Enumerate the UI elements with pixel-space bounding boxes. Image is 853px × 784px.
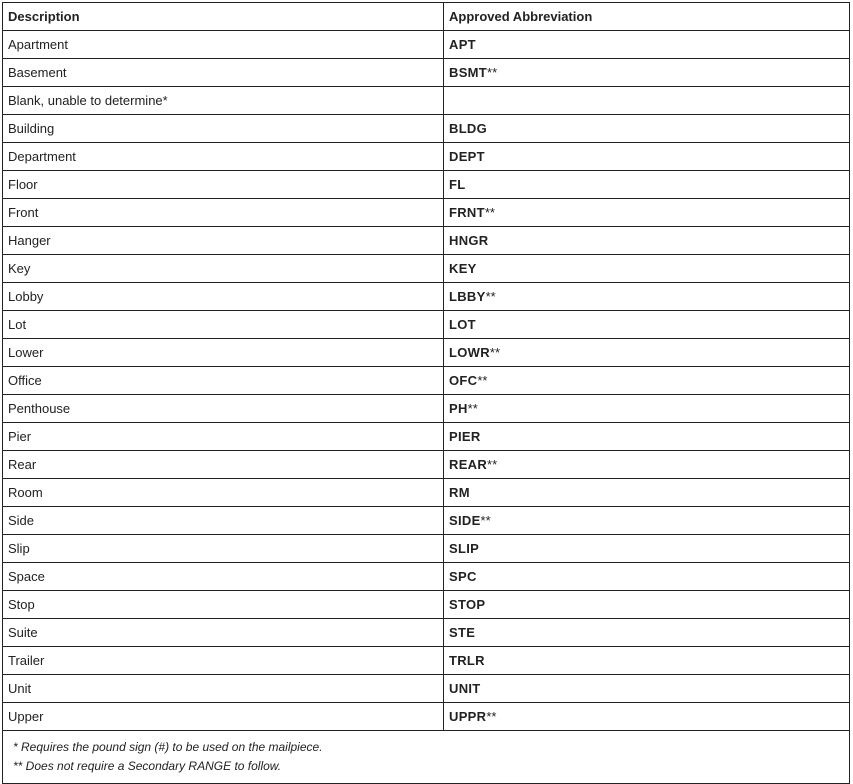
abbreviation-cell xyxy=(444,87,850,115)
abbreviation-cell xyxy=(444,395,850,423)
description-cell: Basement xyxy=(3,59,444,87)
description-cell: Unit xyxy=(3,675,444,703)
abbreviation-cell xyxy=(444,227,850,255)
footnote-marker: ** xyxy=(480,513,491,528)
footnote-marker: ** xyxy=(486,709,497,724)
abbreviation-code: OFC xyxy=(449,373,478,388)
abbreviation-cell xyxy=(444,171,850,199)
table-row xyxy=(3,563,850,591)
abbreviation-code: STE xyxy=(449,625,476,640)
abbreviation-cell xyxy=(444,199,850,227)
abbreviation-cell xyxy=(444,255,850,283)
description-cell: Hanger xyxy=(3,227,444,255)
abbreviation-code: KEY xyxy=(449,261,477,276)
abbreviation-cell xyxy=(444,367,850,395)
table-header-row xyxy=(3,3,850,31)
table-row xyxy=(3,395,850,423)
table-row xyxy=(3,283,850,311)
table-row xyxy=(3,591,850,619)
description-cell: Lot xyxy=(3,311,444,339)
abbreviation-code: LOT xyxy=(449,317,476,332)
table-row xyxy=(3,339,850,367)
table-row xyxy=(3,535,850,563)
abbreviation-cell xyxy=(444,591,850,619)
abbreviation-cell xyxy=(444,507,850,535)
description-cell: Stop xyxy=(3,591,444,619)
description-cell: Suite xyxy=(3,619,444,647)
table-row xyxy=(3,647,850,675)
description-cell: Apartment xyxy=(3,31,444,59)
table-row xyxy=(3,87,850,115)
abbreviation-cell xyxy=(444,535,850,563)
table-row xyxy=(3,115,850,143)
abbreviation-cell xyxy=(444,703,850,731)
description-cell: Key xyxy=(3,255,444,283)
abbreviation-cell xyxy=(444,59,850,87)
abbreviation-code: DEPT xyxy=(449,149,485,164)
description-cell: Floor xyxy=(3,171,444,199)
abbreviation-code: SLIP xyxy=(449,541,480,556)
table-row xyxy=(3,423,850,451)
abbreviation-code: LBBY xyxy=(449,289,486,304)
abbreviation-code: STOP xyxy=(449,597,486,612)
footnote-marker: ** xyxy=(485,289,496,304)
abbreviation-code: UNIT xyxy=(449,681,481,696)
table-row xyxy=(3,675,850,703)
abbreviation-cell xyxy=(444,283,850,311)
abbreviation-cell xyxy=(444,339,850,367)
footnotes-cell xyxy=(3,731,850,784)
footnote-marker: ** xyxy=(467,401,478,416)
abbreviation-cell xyxy=(444,619,850,647)
table-row xyxy=(3,507,850,535)
table-row xyxy=(3,619,850,647)
description-cell: Front xyxy=(3,199,444,227)
abbreviation-code: RM xyxy=(449,485,470,500)
table-row xyxy=(3,199,850,227)
abbreviation-cell xyxy=(444,451,850,479)
description-cell: Lower xyxy=(3,339,444,367)
table-row xyxy=(3,31,850,59)
table-row xyxy=(3,479,850,507)
abbreviation-cell xyxy=(444,115,850,143)
footnote-marker: ** xyxy=(487,457,498,472)
footnote-pound-sign: * Requires the pound sign (#) to be used on the mailpiece. xyxy=(13,740,323,754)
table-row xyxy=(3,367,850,395)
abbreviation-code: FRNT xyxy=(449,205,485,220)
table-row xyxy=(3,143,850,171)
abbreviation-code: BSMT xyxy=(449,65,488,80)
abbreviation-code: FL xyxy=(449,177,466,192)
description-cell: Room xyxy=(3,479,444,507)
abbreviation-cell xyxy=(444,143,850,171)
abbreviation-code: LOWR xyxy=(449,345,490,360)
header-approved-abbreviation: Approved Abbreviation xyxy=(444,3,850,31)
header-description: Description xyxy=(3,3,444,31)
footnote-row xyxy=(3,731,850,784)
description-cell: Lobby xyxy=(3,283,444,311)
description-cell: Office xyxy=(3,367,444,395)
abbreviation-code: APT xyxy=(449,37,476,52)
table-row xyxy=(3,59,850,87)
abbreviation-code: PIER xyxy=(449,429,481,444)
abbreviation-cell xyxy=(444,311,850,339)
description-cell: Upper xyxy=(3,703,444,731)
secondary-unit-abbreviation-table xyxy=(2,2,850,784)
abbreviation-code: PH xyxy=(449,401,468,416)
description-cell: Trailer xyxy=(3,647,444,675)
description-cell: Blank, unable to determine* xyxy=(3,87,444,115)
table-row xyxy=(3,451,850,479)
abbreviation-code: SIDE xyxy=(449,513,481,528)
table-row xyxy=(3,311,850,339)
abbreviation-code: TRLR xyxy=(449,653,485,668)
abbreviation-cell xyxy=(444,31,850,59)
table-body xyxy=(3,31,850,731)
description-cell: Pier xyxy=(3,423,444,451)
description-cell: Penthouse xyxy=(3,395,444,423)
footnote-marker: ** xyxy=(484,205,495,220)
description-cell: Department xyxy=(3,143,444,171)
table-row xyxy=(3,703,850,731)
abbreviation-code: UPPR xyxy=(449,709,487,724)
abbreviation-code: SPC xyxy=(449,569,477,584)
footnote-marker: ** xyxy=(487,65,498,80)
abbreviation-code: HNGR xyxy=(449,233,489,248)
description-cell: Side xyxy=(3,507,444,535)
description-cell: Building xyxy=(3,115,444,143)
abbreviation-cell xyxy=(444,423,850,451)
abbreviation-cell xyxy=(444,647,850,675)
description-cell: Rear xyxy=(3,451,444,479)
abbreviation-code: REAR xyxy=(449,457,488,472)
table-row xyxy=(3,171,850,199)
abbreviation-table-container xyxy=(2,2,850,784)
description-cell: Slip xyxy=(3,535,444,563)
abbreviation-code: BLDG xyxy=(449,121,488,136)
footnote-no-range: ** Does not require a Secondary RANGE to follow. xyxy=(13,759,282,773)
description-cell: Space xyxy=(3,563,444,591)
abbreviation-cell xyxy=(444,479,850,507)
footnote-marker: ** xyxy=(477,373,488,388)
abbreviation-cell xyxy=(444,675,850,703)
abbreviation-cell xyxy=(444,563,850,591)
table-row xyxy=(3,255,850,283)
table-row xyxy=(3,227,850,255)
footnote-marker: ** xyxy=(489,345,501,360)
